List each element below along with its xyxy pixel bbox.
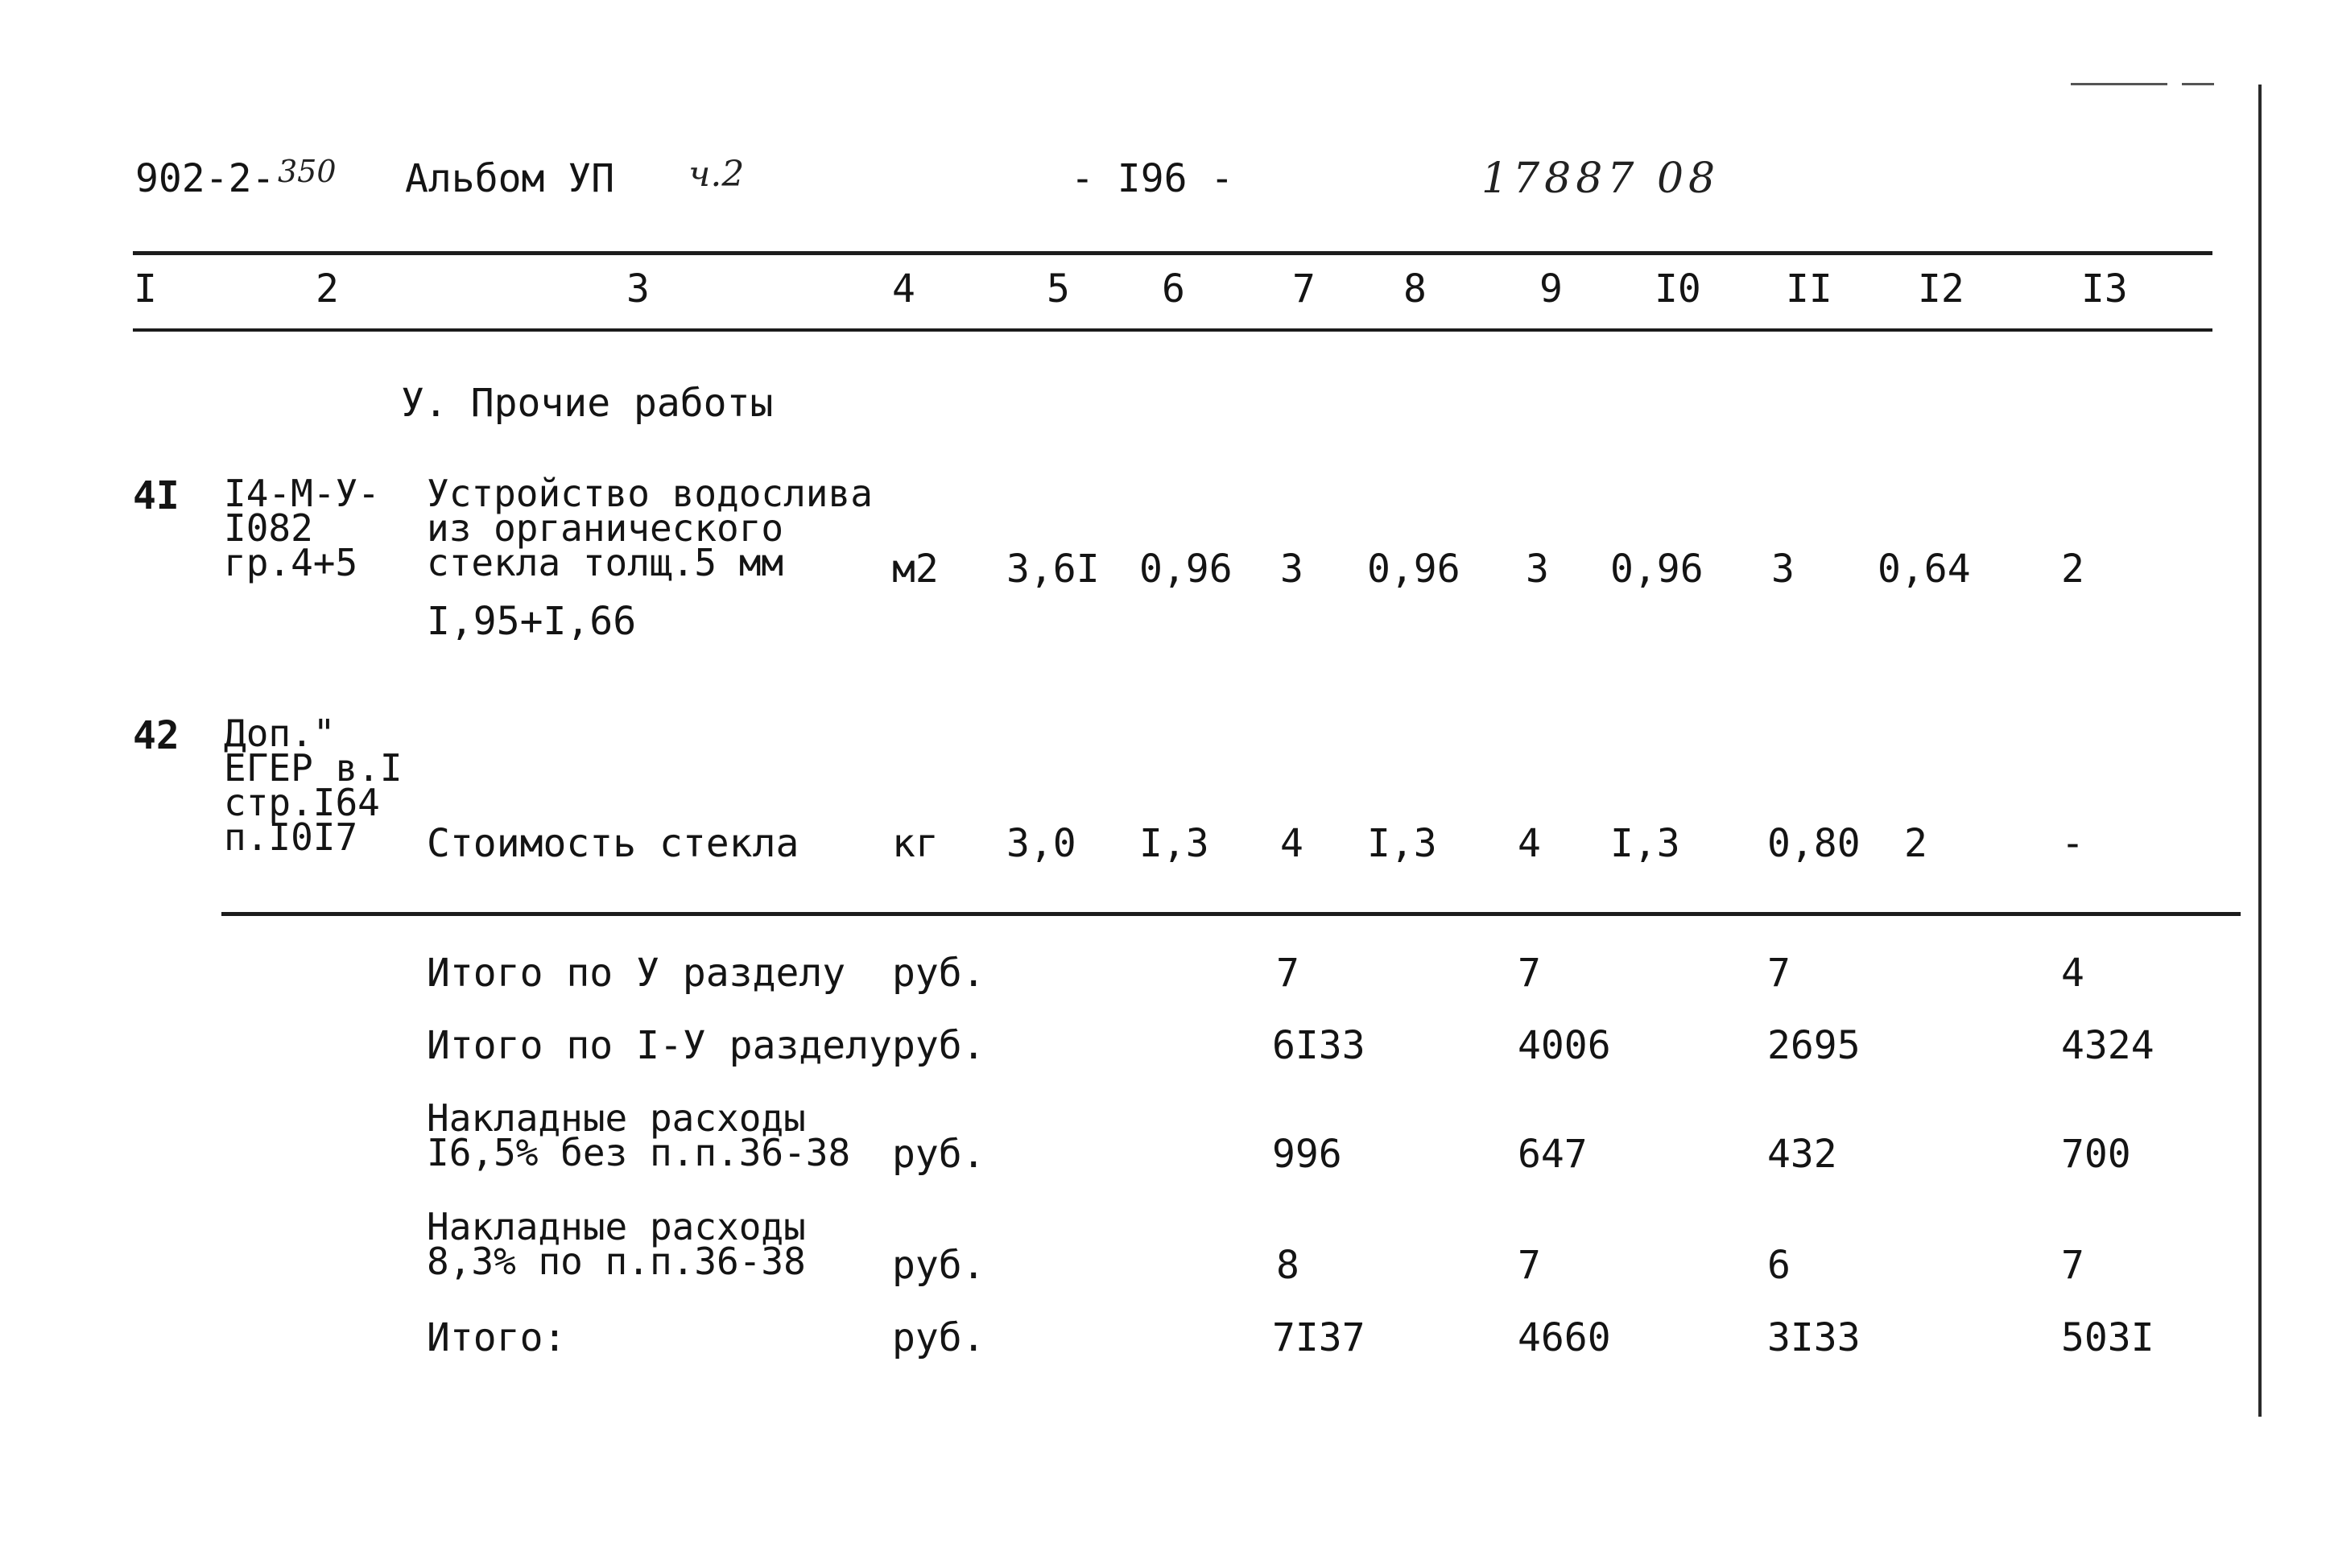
doc-code: 902-2- [135, 156, 275, 201]
cell-col12: 2 [1904, 821, 1927, 866]
totals-separator [221, 912, 2241, 916]
cell-col12: 0,64 [1878, 547, 1971, 592]
total-col7: 996 [1272, 1132, 1342, 1177]
unit: кг [892, 821, 939, 866]
col-header: I3 [2081, 266, 2128, 312]
album-part-handwritten: ч.2 [688, 154, 745, 195]
cell-col8: 0,96 [1367, 547, 1460, 592]
total-col13: 503I [2061, 1315, 2154, 1360]
total-col11: 7 [1767, 951, 1791, 996]
total-col11: 432 [1767, 1132, 1837, 1177]
cell-col10: 0,96 [1610, 547, 1704, 592]
corner-mark [2182, 83, 2214, 85]
total-label: Итого по У разделу [427, 951, 846, 996]
col-header: 8 [1403, 266, 1427, 312]
cell-col10: I,3 [1610, 821, 1680, 866]
total-unit: руб. [892, 951, 985, 996]
col-header: II [1786, 266, 1832, 312]
col-header: 6 [1162, 266, 1185, 312]
col-header: 9 [1539, 266, 1563, 312]
total-col7: 7I37 [1272, 1315, 1365, 1360]
cell-col5: 3,6I [1006, 547, 1100, 592]
page-number: - I96 - [1071, 156, 1234, 201]
row-number: 4I [133, 473, 180, 518]
col-header: 5 [1047, 266, 1070, 312]
col-header: I2 [1918, 266, 1964, 312]
section-title: У. Прочие работы [401, 381, 774, 426]
total-unit: руб. [892, 1243, 985, 1288]
cell-col5: 3,0 [1006, 821, 1076, 866]
cell-col6: 0,96 [1139, 547, 1233, 592]
work-description-extra: I,95+I,66 [427, 599, 637, 644]
total-col9: 4006 [1518, 1023, 1611, 1068]
cell-col7: 4 [1280, 821, 1303, 866]
work-description: Стоимость стекла [427, 821, 799, 866]
total-col7: 7 [1276, 951, 1299, 996]
col-header: 4 [892, 266, 915, 312]
registration-number: 17887 08 [1481, 155, 1721, 203]
total-unit: руб. [892, 1023, 985, 1068]
total-col9: 7 [1518, 951, 1541, 996]
total-col9: 4660 [1518, 1315, 1611, 1360]
doc-code-handwritten: 350 [278, 154, 337, 189]
total-col7: 6I33 [1272, 1023, 1365, 1068]
total-unit: руб. [892, 1132, 985, 1177]
total-label: Накладные расходы 8,3% по п.п.36-38 [427, 1205, 806, 1283]
total-col11: 3I33 [1767, 1315, 1861, 1360]
total-col7: 8 [1276, 1243, 1299, 1288]
cell-col11: 3 [1771, 547, 1795, 592]
cell-col8: I,3 [1367, 821, 1437, 866]
page-edge-line [2258, 85, 2262, 1417]
total-label: Накладные расходы I6,5% без п.п.36-38 [427, 1096, 851, 1174]
col-header: 3 [626, 266, 650, 312]
cell-col9: 3 [1526, 547, 1549, 592]
total-label: Итого по I-У разделу [427, 1023, 892, 1068]
header-bottom-rule [133, 328, 2212, 332]
total-label: Итого: [427, 1315, 567, 1360]
cell-col11: 0,80 [1767, 821, 1861, 866]
cell-col13: - [2061, 821, 2084, 866]
col-header: 7 [1292, 266, 1316, 312]
norm-code: I4-М-У- I082 гр.4+5 [224, 472, 380, 584]
cell-col9: 4 [1518, 821, 1541, 866]
total-col13: 4324 [2061, 1023, 2154, 1068]
total-col13: 4 [2061, 951, 2084, 996]
col-header: 2 [316, 266, 339, 312]
unit: м2 [892, 547, 939, 592]
total-col11: 6 [1767, 1243, 1791, 1288]
cell-col7: 3 [1280, 547, 1303, 592]
header-top-rule [133, 251, 2212, 255]
total-col9: 7 [1518, 1243, 1541, 1288]
cell-col6: I,3 [1139, 821, 1209, 866]
total-col9: 647 [1518, 1132, 1588, 1177]
col-header: I [134, 266, 157, 312]
total-col13: 700 [2061, 1132, 2131, 1177]
col-header: I0 [1655, 266, 1701, 312]
total-col13: 7 [2061, 1243, 2084, 1288]
album-label: Альбом УП [405, 156, 615, 201]
corner-mark [2071, 83, 2167, 85]
cell-col13: 2 [2061, 547, 2084, 592]
row-number: 42 [133, 713, 180, 758]
total-col11: 2695 [1767, 1023, 1861, 1068]
total-unit: руб. [892, 1315, 985, 1360]
work-description: Устройство водослива из органического стекла толщ.5 мм [427, 472, 873, 584]
norm-code: Доп." ЕГЕР в.I стр.I64 п.I0I7 [224, 712, 403, 859]
